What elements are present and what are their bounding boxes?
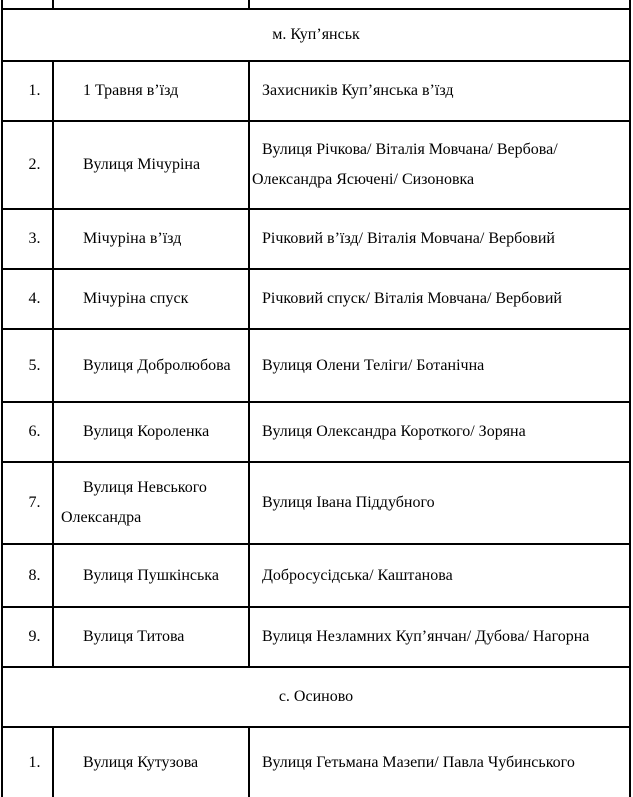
- table-row: [3, 403, 629, 463]
- row-number: 6.: [28, 423, 41, 440]
- row-number: 5.: [28, 356, 41, 374]
- new-name-cell: [250, 210, 629, 268]
- old-name-cell: [54, 62, 250, 120]
- new-name-cell: [250, 463, 629, 543]
- row-number: 1.: [28, 753, 41, 771]
- table-row: [3, 210, 629, 270]
- new-name-cell: [250, 270, 629, 328]
- old-name-cell: [54, 545, 250, 606]
- row-number: 1.: [28, 82, 41, 99]
- old-street-name: Вулиця Мічуріна: [83, 156, 201, 173]
- street-renaming-table: [1, 0, 631, 797]
- row-number: 7.: [28, 494, 41, 511]
- new-name-cell: [250, 0, 629, 8]
- new-street-name: Вулиця Олександра Короткого/ Зоряна: [262, 423, 526, 440]
- section-title: м. Куп’янськ: [272, 26, 360, 43]
- new-name-cell: [250, 608, 629, 666]
- table-row: [3, 545, 629, 608]
- new-street-name: Річковий в’їзд/ Віталія Мовчана/ Вербовий: [262, 230, 555, 247]
- row-number: 8.: [28, 566, 41, 584]
- old-street-name: Вулиця Короленка: [83, 423, 210, 440]
- old-name-cell: [54, 270, 250, 328]
- row-number-cell: [3, 62, 54, 120]
- row-number-cell: [3, 608, 54, 666]
- old-street-name: Вулиця Невського Олександра: [61, 479, 207, 526]
- row-number-cell: [3, 463, 54, 543]
- old-street-name: Мічуріна спуск: [83, 290, 189, 307]
- new-street-name: Вулиця Річкова/ Віталія Мовчана/ Вербова/ Олександра Ясючені/ Сизоновка: [252, 141, 558, 188]
- new-name-cell: [250, 330, 629, 401]
- new-street-name: Добросусідська/ Каштанова: [262, 566, 453, 584]
- section-header-kupiansk: [3, 10, 629, 62]
- new-street-name: Вулиця Івана Піддубного: [262, 494, 435, 511]
- table-row: [3, 463, 629, 545]
- row-number-cell: [3, 0, 54, 8]
- table-row: [3, 122, 629, 210]
- old-street-name: Вулиця Кутузова: [83, 753, 199, 771]
- old-street-name: Мічуріна в’їзд: [83, 230, 182, 247]
- old-street-name: 1 Травня в’їзд: [83, 82, 179, 99]
- old-name-cell: [54, 210, 250, 268]
- row-number-cell: [3, 728, 54, 797]
- new-name-cell: [250, 122, 629, 208]
- row-number-cell: [3, 403, 54, 461]
- row-number-cell: [3, 210, 54, 268]
- new-street-name: Річковий спуск/ Віталія Мовчана/ Вербовий: [262, 290, 562, 307]
- new-street-name: Вулиця Гетьмана Мазепи/ Павла Чубинського: [262, 753, 575, 771]
- row-number-cell: [3, 270, 54, 328]
- row-number: 9.: [28, 628, 41, 645]
- row-number: 3.: [28, 230, 41, 247]
- old-name-cell: [54, 463, 250, 543]
- table-row: [3, 608, 629, 668]
- section-header-osynove: [3, 668, 629, 728]
- clipped-previous-row: [3, 0, 629, 10]
- section-title: с. Осиново: [278, 688, 354, 705]
- new-name-cell: [250, 728, 629, 797]
- new-name-cell: [250, 62, 629, 120]
- row-number: 4.: [28, 290, 41, 307]
- old-street-name: Вулиця Титова: [83, 628, 185, 645]
- old-name-cell: [54, 728, 250, 797]
- old-name-cell: [54, 330, 250, 401]
- table-row: [3, 330, 629, 403]
- new-name-cell: [250, 545, 629, 606]
- row-number-cell: [3, 545, 54, 606]
- row-number-cell: [3, 330, 54, 401]
- table-row: [3, 62, 629, 122]
- new-name-cell: [250, 403, 629, 461]
- new-street-name: Вулиця Олени Теліги/ Ботанічна: [262, 356, 485, 374]
- new-street-name: Вулиця Незламних Куп’янчан/ Дубова/ Нагорна: [262, 628, 590, 645]
- table-row: [3, 270, 629, 330]
- new-street-name: Захисників Куп’янська в’їзд: [262, 82, 454, 99]
- old-name-cell: [54, 608, 250, 666]
- old-name-cell: [54, 0, 250, 8]
- old-name-cell: [54, 403, 250, 461]
- table-row: [3, 728, 629, 797]
- row-number-cell: [3, 122, 54, 208]
- old-street-name: Вулиця Добролюбова: [83, 356, 231, 374]
- old-name-cell: [54, 122, 250, 208]
- old-street-name: Вулиця Пушкінська: [83, 566, 219, 584]
- row-number: 2.: [28, 156, 41, 173]
